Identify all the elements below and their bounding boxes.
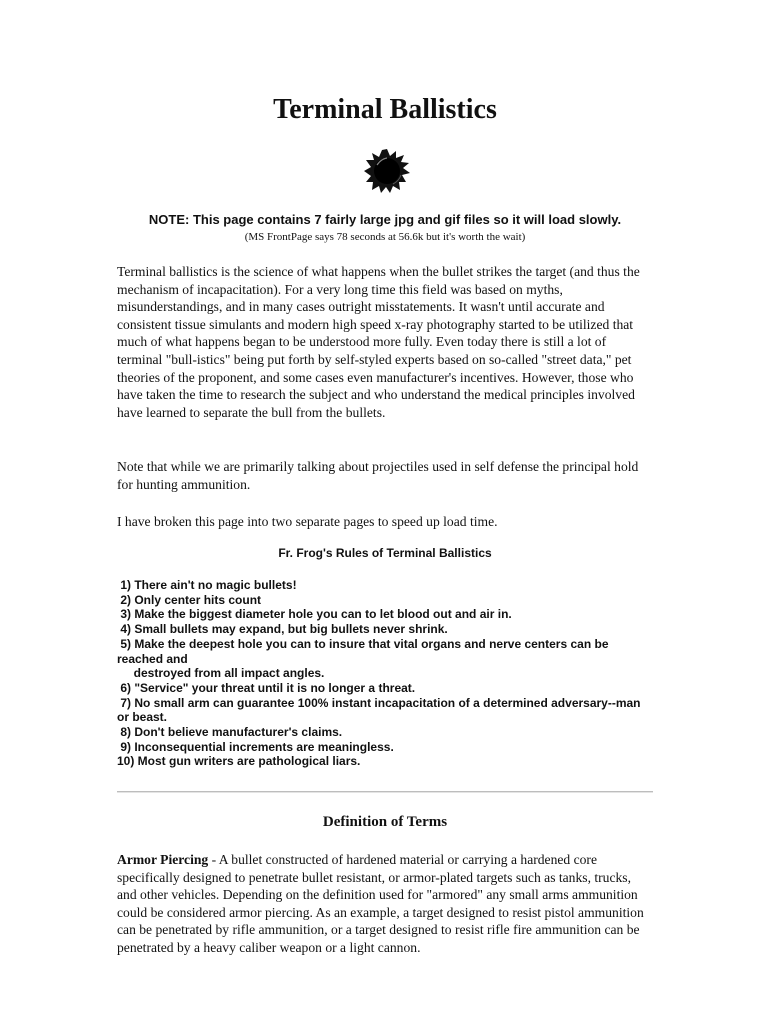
- rule-item: 5) Make the deepest hole you can to insure that vital organs and nerve centers can be reached and: [117, 636, 612, 666]
- rule-item: 7) No small arm can guarantee 100% instant incapacitation of a determined adversary--man or beast.: [117, 695, 644, 725]
- rule-item: 2) Only center hits count: [117, 592, 262, 607]
- bullet-hole-icon: [363, 147, 411, 195]
- rule-item: 8) Don't believe manufacturer's claims.: [117, 725, 343, 740]
- rule-item: 9) Inconsequential increments are meaningless.: [117, 739, 394, 754]
- rule-item: 1) There ain't no magic bullets!: [117, 578, 297, 592]
- definitions-title: Definition of Terms: [322, 814, 448, 830]
- term-armor-piercing: Armor Piercing: [117, 852, 209, 867]
- intro-paragraph: Terminal ballistics is the science of what happens when the bullet strikes the target (and thus the mechanism of incapacitation). For a very long time this field was based on myths, misunderstandings, and in many cases outright misstatements. It wasn't until accurate and consistent tissue simulants and modern high speed x-ray photography started to be utilized that much of what happens began to be understood more fully. Even today there is still a lot of terminal "bull-istics" being put forth by self-styled experts based on so-called "street data," pet theories of the proponent, and some cases even manufacturer's incentives. However, those who have taken the time to research the subject and who understand the medical principles involved have learned to separate the bull from the bullets.: [117, 264, 640, 420]
- load-note-detail: (MS FrontPage says 78 seconds at 56.6k but it's worth the wait): [244, 231, 526, 243]
- load-note: NOTE: This page contains 7 fairly large jpg and gif files so it will load slowly.: [148, 212, 622, 227]
- page-title: Terminal Ballistics: [273, 94, 497, 125]
- rule-item: 10) Most gun writers are pathological liars.: [117, 754, 361, 769]
- rule-item-continuation: destroyed from all impact angles.: [117, 666, 325, 681]
- page-split-paragraph: I have broken this page into two separate pages to speed up load time.: [117, 514, 498, 529]
- rule-item: 6) "Service" your threat until it is no longer a threat.: [117, 680, 416, 695]
- section-divider: [117, 791, 653, 793]
- rule-item: 3) Make the biggest diameter hole you can to let blood out and air in.: [117, 607, 512, 622]
- rules-title: Fr. Frog's Rules of Terminal Ballistics: [278, 546, 492, 560]
- definition-text: - A bullet constructed of hardened material or carrying a hardened core specifically designed to penetrate bullet resistant, or armor-plated targets such as tanks, trucks, and other vehicles. Depending on the definition used for "armored" any small arms ammunition could be considered armor piercing. As an example, a target designed to resist pistol ammunition can be penetrated by rifle ammunition, or a target designed to resist rifle fire ammunition can be penetrated by a heavy caliber weapon or a light cannon.: [117, 852, 644, 955]
- rules-list: [117, 578, 653, 769]
- rule-item: 4) Small bullets may expand, but big bullets never shrink.: [117, 622, 448, 637]
- self-defense-note-paragraph: Note that while we are primarily talking about projectiles used in self defense the principal hold for hunting ammunition.: [117, 459, 639, 492]
- definition-armor-piercing: [117, 851, 653, 957]
